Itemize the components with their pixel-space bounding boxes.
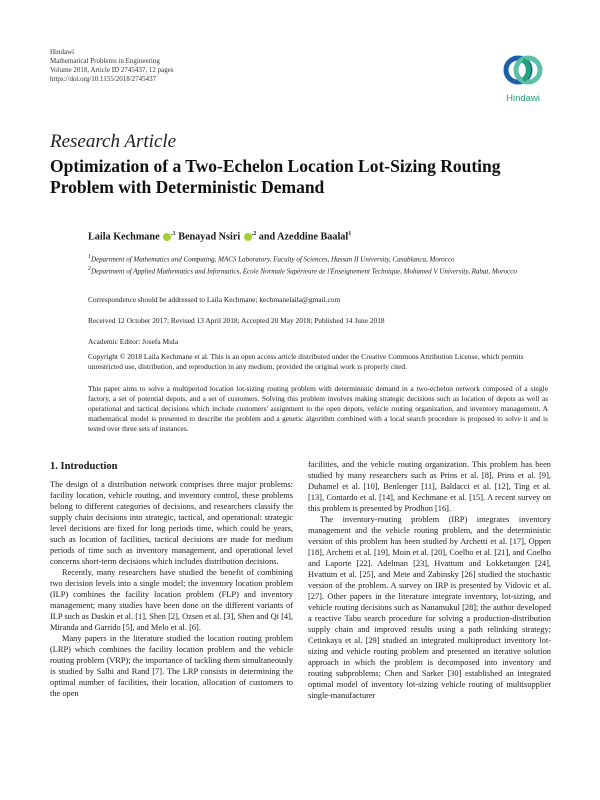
paragraph: The inventory-routing problem (IRP) integrates inventory management and the vehicle routing problem, and the deterministic version of this problem has been studied by Archetti et al. [17], Oppen [18], Archetti et al. [19], Moin et al. [20], Coelho et al. [21], and Coelho and Laporte [22]. Adelman [23], Hvattum and Lokketangen [24], Hvattum et al. [25], and Mete and Zabinsky [26] studied the stochastic version of the problem. A survey on IRP is presented by Vidovic et al. [27]. Other papers in the literature integrate inventory, lot-sizing, and vehicle routing decisions such as Nanamukul [28]; the author developed a reactive Tabu search procedure for solving a production-distribution supply chain and improved results using a path relinking strategy; Cetinkaya et al. [29] studied an integrated multiproduct inventory lot-sizing and vehicle routing problem and presented an iterative solution approach in which the problem is decomposed into inventory and routing subproblems; Chen and Sarker [30] established an integrated optimal model of inventory lot-sizing vehicle routing of multisupplier single-manufacturer bbox=[308, 515, 551, 700]
affiliation bbox=[88, 252, 548, 264]
academic-editor: Academic Editor: Josefa Mula bbox=[88, 337, 179, 346]
paper-title: Optimization of a Two-Echelon Location Lot-Sizing Routing Problem with Deterministic Demand bbox=[50, 156, 501, 197]
abstract: This paper aims to solve a multiperiod location lot-sizing routing problem with deterministic demand in a two-echelon network composed of a single factory, a set of potential depots, and a set of customers. Solving this problem involves making strategic decisions such as location of depots as well as operational and tactical decisions which include customers' assignment to the open depots, vehicle routing organization, and inventory management. A mathematical model is presented to describe the problem and a genetic algorithm combined with a local search procedure is proposed to solve it and is tested over three sets of instances. bbox=[88, 384, 548, 433]
publisher-name: Hindawi bbox=[50, 48, 75, 56]
author-affiliation-ref: 1 bbox=[348, 231, 352, 237]
orcid-icon[interactable] bbox=[244, 233, 252, 241]
affiliation-text: Department of Applied Mathematics and Informatics, Ecole Normale Supérieure de l'Enseignement Technique, Mohamed V University, Rabat, Morocco bbox=[91, 267, 517, 276]
paragraph: Many papers in the literature studied the location routing problem (LRP) which combines the facility location problem and the vehicle routing problem (VRP); the importance of tackling them simultaneously is studied by Salhi and Rand [7]. The LRP consists in determining the optimal number of facilities, their location, allocation of customers to the open bbox=[50, 634, 293, 698]
hindawi-logo bbox=[496, 48, 550, 106]
hindawi-logo-text: Hindawi bbox=[506, 93, 540, 104]
publication-dates: Received 12 October 2017; Revised 13 April 2018; Accepted 20 May 2018; Published 14 June 2018 bbox=[88, 316, 385, 325]
author-affiliation-ref: ,1 bbox=[171, 231, 176, 237]
author-name: Laila Kechmane bbox=[88, 231, 160, 243]
hindawi-logo-icon bbox=[501, 48, 545, 92]
affiliation-text: Department of Mathematics and Computing, MACS Laboratory, Faculty of Sciences, Hassan II University, Casablanca, Morocco bbox=[91, 255, 455, 264]
left-column bbox=[50, 479, 293, 699]
affiliation-number: 1 bbox=[88, 254, 91, 260]
paragraph: facilities, and the vehicle routing organization. This problem has been studied by many researchers such as Prins et al. [8], Prins et al. [9], Duhamel et al. [10], Benlenger [11], Baldacci et al. [12], Ting et al. [13], Contardo et al. [14], and Kechmane et al. [15]. A recent survey on this problem is presented by Prodhon [16]. bbox=[308, 460, 551, 513]
copyright-notice: Copyright © 2018 Laila Kechmane et al. This is an open access article distributed under the Creative Commons Attribution License, which permits unrestricted use, distribution, and reproduction in any medium, provided the original work is properly cited. bbox=[88, 352, 524, 371]
article-type: Research Article bbox=[50, 131, 177, 152]
author-affiliation-ref: ,2 bbox=[251, 231, 257, 237]
author-name: Benayad Nsiri bbox=[178, 231, 241, 243]
paragraph: The design of a distribution network comprises three major problems: facility location, vehicle routing, and inventory control, these problems belong to different categories of decisions, and researchers classify the supply chain decisions into strategic, tactical, and operational: strategic level decisions are fixed for long periods time, which could be years, such as location of facilities, tactical decisions are made for medium periods of time such as inventory management, and operational level concerns short-term decisions which includes distribution decisions. bbox=[50, 480, 293, 566]
author-list bbox=[88, 231, 351, 242]
doi-link[interactable]: https://doi.org/10.1155/2018/2745437 bbox=[50, 75, 157, 83]
volume-info: Volume 2018, Article ID 2745437, 12 pages bbox=[50, 66, 174, 74]
author-name: and Azeddine Baalal bbox=[258, 231, 349, 243]
right-column bbox=[308, 459, 551, 701]
journal-header bbox=[50, 48, 174, 84]
paragraph: Recently, many researchers have studied the benefit of combining two decision levels into a single model; the inventory location problem (ILP) combines the facility location problem (FLP) and inventory management; many studies have been done on the different variants of ILP such as Daskin et al. [1], Shen [2], Ozsen et al. [3], Shen and Qi [4], Miranda and Garrido [5], and Melo et al. [6]. bbox=[50, 568, 293, 632]
affiliations bbox=[88, 252, 548, 277]
journal-name: Mathematical Problems in Engineering bbox=[50, 57, 160, 65]
correspondence: Correspondence should be addressed to Laila Kechmane; kechmanelaila@gmail.com bbox=[88, 295, 341, 304]
affiliation-number: 2 bbox=[88, 266, 91, 273]
affiliation bbox=[88, 264, 548, 276]
section-heading: 1. Introduction bbox=[50, 461, 118, 472]
orcid-icon[interactable] bbox=[163, 233, 171, 241]
